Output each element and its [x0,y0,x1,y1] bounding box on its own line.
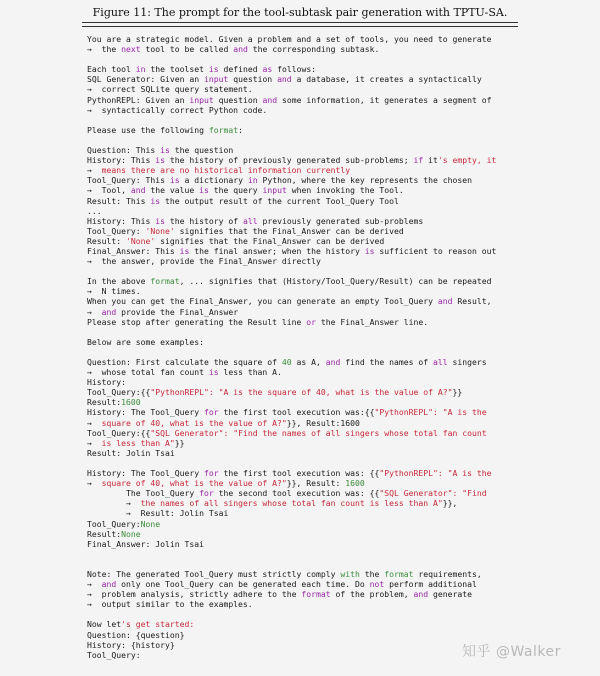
code-token: generate [428,589,472,600]
code-line [87,367,593,377]
code-token: You are a strategic model. Given a problem [87,34,297,44]
code-token: Final_Answer: Jolin Tsai [87,538,204,549]
code-token: is [364,245,375,256]
code-line [87,438,593,448]
code-token: Question: First calculate the square of [87,357,282,367]
blank-line [87,327,593,337]
code-token: → [87,437,102,448]
code-token: the first tool execution was: {{ [218,468,380,479]
code-token: and [413,589,429,600]
code-token: input [262,185,287,196]
code-line [87,34,593,44]
code-token: if [413,155,424,166]
code-line [87,387,593,397]
code-token: Python, where the key represents the chosen [257,175,472,186]
code-token: When you can get the Final_Answer, you can generate an empty Tool_Query [87,296,438,307]
code-token: → Tool, [87,185,131,196]
code-line [87,256,593,266]
code-line [87,307,593,317]
code-token: a database, it creates a syntactically [291,74,482,85]
code-token: is [208,367,219,378]
code-token: and [277,74,292,85]
figure-caption: Figure 11: The prompt for the tool-subtask pair generation with TPTU-SA. [92,6,508,19]
code-token: format [208,124,239,135]
code-token: the Final_Answer line. [316,316,429,327]
code-token: Question: This [87,145,161,156]
code-token: Result: [87,397,122,408]
code-line [87,175,593,185]
code-token: "PythonREPL": "A is the square of 40, what is the value of A?" [150,387,453,398]
code-token: of the problem, [330,589,414,600]
code-line [87,428,593,438]
code-token: find the names of [340,357,434,367]
code-token: signifies that the Final_Answer can be derived [174,225,404,236]
code-token: → syntactically correct Python code. [87,104,268,115]
code-token: Note: The generated Tool_Query must strictly comply [87,568,341,579]
code-token: Tool_Query: [87,518,141,529]
code-token: : [238,124,243,135]
code-line [87,337,593,347]
code-token: "PythonREPL": "A is the [374,407,487,418]
code-line [87,276,593,286]
code-token: Now let [87,619,122,630]
code-token: SQL Generator: Given an [87,74,204,85]
blank-line [87,266,593,276]
code-token: requirements, [413,568,482,579]
code-token: → N times. [87,286,141,297]
code-line [87,579,593,589]
code-line [87,95,593,105]
code-token: "PythonREPL": "A is the [379,468,492,479]
code-token: defined [218,64,263,75]
code-token: question [213,94,263,105]
code-token: signifies that the Final_Answer can be derived [155,235,385,246]
code-line [87,226,593,236]
code-token: input [203,74,229,85]
watermark: 知乎 @Walker [462,644,561,660]
code-line [87,317,593,327]
blank-line [87,347,593,357]
code-token: Tool_Query:{{ [87,427,151,438]
code-token: → [87,165,102,176]
code-token: History: The Tool_Query [87,468,204,479]
code-token: set [325,34,341,44]
code-token: of tools, you need to generate [340,34,492,44]
code-token: and [262,94,278,105]
code-line [87,145,593,155]
code-line [87,286,593,296]
code-token: follows: [272,64,317,75]
code-token: tool to be called [140,44,234,55]
code-token: a [311,34,326,44]
code-token: the question [169,145,234,156]
code-token: Result: This [87,195,151,206]
code-line [87,196,593,206]
code-token: means there are no historical information currently [101,165,351,176]
code-token: Result: [87,528,122,539]
code-token: }}, [442,498,458,509]
code-token: Result, [452,296,492,307]
code-line [87,508,593,518]
code-token: with [340,568,360,579]
code-token: Question: {question} [87,629,185,640]
code-token: next [121,44,141,55]
code-line [87,246,593,256]
code-token: sufficient to reason out [374,245,497,256]
code-token: → [87,579,102,590]
prompt-code-block [87,34,593,660]
code-line [87,296,593,306]
blank-line [87,458,593,468]
code-token: Please use the following [87,124,209,135]
code-line [87,569,593,579]
code-line [87,377,593,387]
code-line [87,407,593,417]
code-line [87,185,593,195]
code-token: and [101,306,117,317]
code-token: or [306,316,317,327]
code-line [87,478,593,488]
code-token: → [87,306,102,317]
code-token: only one Tool_Query can be generated each time. Do [116,579,370,590]
code-token: a dictionary [179,175,248,186]
blank-line [87,135,593,145]
code-token: }} [452,387,463,398]
code-token: square of 40, what is the value of A?" [101,478,287,489]
code-line [87,539,593,549]
code-token: "SQL Generator": "Find the names of all singers whose total fan count [150,427,487,438]
blank-line [87,609,593,619]
code-token: is [208,64,219,75]
code-token: it [423,155,438,166]
code-token: not [369,579,385,590]
code-token: 'None' [125,235,156,246]
code-token: format [301,589,331,600]
code-token: Result: Jolin Tsai [87,447,175,458]
code-token: 's get started: [121,619,195,630]
code-token: → the [87,44,122,55]
code-token: in [247,175,258,186]
code-token: format [384,568,414,579]
code-token: is [155,215,165,226]
code-token: → [87,498,141,509]
code-line [87,630,593,640]
code-token: ... [87,205,102,216]
code-token: History: This [87,155,156,166]
code-token: Tool_Query: This [87,175,170,186]
code-token: is [150,195,161,206]
code-token: the final answer; when the history [189,245,365,256]
code-line [87,357,593,367]
code-token: the [359,568,385,579]
code-token: and [101,579,117,590]
code-line [87,105,593,115]
code-token: is [160,145,170,156]
code-token: in [135,64,146,75]
code-token: → [87,417,102,428]
code-token: as [262,64,273,75]
code-token: }}, Result: [286,478,346,489]
code-token: → output similar to the examples. [87,599,253,610]
code-token: PythonREPL: Given an [87,94,190,105]
code-token: the first tool execution was:{{ [218,407,375,418]
code-token: 's empty, it [437,155,497,166]
code-token: 1600 [121,397,141,408]
code-line [87,488,593,498]
code-line [87,155,593,165]
code-token: → Result: Jolin Tsai [87,508,229,519]
code-token: the corresponding subtask. [247,44,380,55]
code-token: square of 40, what is the value of A?" [101,417,287,428]
code-token: }} [174,437,185,448]
code-token: History: The Tool_Query [87,407,204,418]
code-token: and [325,357,341,367]
code-line [87,44,593,54]
code-token: previously generated sub-problems [257,215,424,226]
code-token: In the above [87,276,151,287]
code-token: Tool_Query: [87,225,146,236]
code-token: format [150,276,180,287]
code-token: the toolset [145,64,209,75]
code-line [87,125,593,135]
code-token: and [233,44,248,55]
code-token: the names of all singers whose total fan count is less than A" [140,498,443,509]
code-token: is [179,245,190,256]
code-token: provide the Final_Answer [116,306,239,317]
code-line [87,397,593,407]
code-token: for [203,468,219,479]
code-token: , ... signifies that (History/Tool_Query/Result) can be repeated [179,276,492,287]
code-token: 'None' [145,225,175,236]
code-token: The Tool_Query [87,488,200,499]
code-token: is [199,185,209,196]
code-line [87,448,593,458]
code-line [87,206,593,216]
code-token: the history of [164,215,243,226]
code-token: question [228,74,278,85]
code-token: Tool_Query: [87,649,141,660]
code-token: the query [208,185,263,196]
code-token: the second tool execution was: {{ [213,488,380,499]
code-line [87,599,593,609]
code-token: for [199,488,214,499]
code-line [87,589,593,599]
code-token: Final_Answer: This [87,245,180,256]
code-token: and [130,185,146,196]
code-token: all [433,357,448,367]
code-token: the output result of the current Tool_Query Tool [160,195,399,206]
code-token: is less than A" [101,437,175,448]
code-line [87,64,593,74]
code-line [87,529,593,539]
caption-rule-top [82,22,518,23]
code-token: Result: [87,235,126,246]
code-token: History: This [87,215,156,226]
code-token: perform additional [384,579,477,590]
code-line [87,74,593,84]
code-token: input [189,94,214,105]
code-line [87,216,593,226]
code-token: and [296,34,312,44]
code-line [87,418,593,428]
code-token: None [121,528,141,539]
code-token: some information, it generates a segment of [277,94,492,105]
code-token: as A, [291,357,326,367]
code-token: the value [145,185,200,196]
code-line [87,236,593,246]
code-token: Each tool [87,64,136,75]
code-token: when invoking the Tool. [286,185,404,196]
code-token: the history of previously generated sub-problems; [164,155,414,166]
code-token: History: {history} [87,639,175,650]
code-line [87,619,593,629]
code-token: 40 [281,357,292,367]
code-token: → [87,478,102,489]
code-token: all [242,215,258,226]
code-token: → whose total fan count [87,367,209,378]
code-token: Below are some examples: [87,336,204,347]
code-line [87,519,593,529]
code-token: }}, Result:1600 [286,417,360,428]
code-line [87,498,593,508]
code-token: → the answer, provide the Final_Answer directly [87,256,321,267]
blank-line [87,549,593,559]
blank-line [87,559,593,569]
code-token: less than A. [218,367,282,378]
code-line [87,468,593,478]
code-token: singers [447,357,487,367]
code-token: 1600 [345,478,365,489]
caption-rule-bottom [82,26,518,27]
code-line [87,165,593,175]
code-line [87,84,593,94]
code-token: → correct SQLite query statement. [87,84,253,95]
blank-line [87,54,593,64]
code-token: None [140,518,161,529]
code-token: for [203,407,219,418]
code-token: "SQL Generator": "Find [379,488,487,499]
code-token: is [169,175,180,186]
blank-line [87,115,593,125]
code-token: Please stop after generating the Result line [87,316,307,327]
code-token: → problem analysis, strictly adhere to the [87,589,302,600]
code-token: History: [87,377,126,388]
code-token: Tool_Query:{{ [87,387,151,398]
code-token: and [437,296,453,307]
code-token: is [155,155,165,166]
